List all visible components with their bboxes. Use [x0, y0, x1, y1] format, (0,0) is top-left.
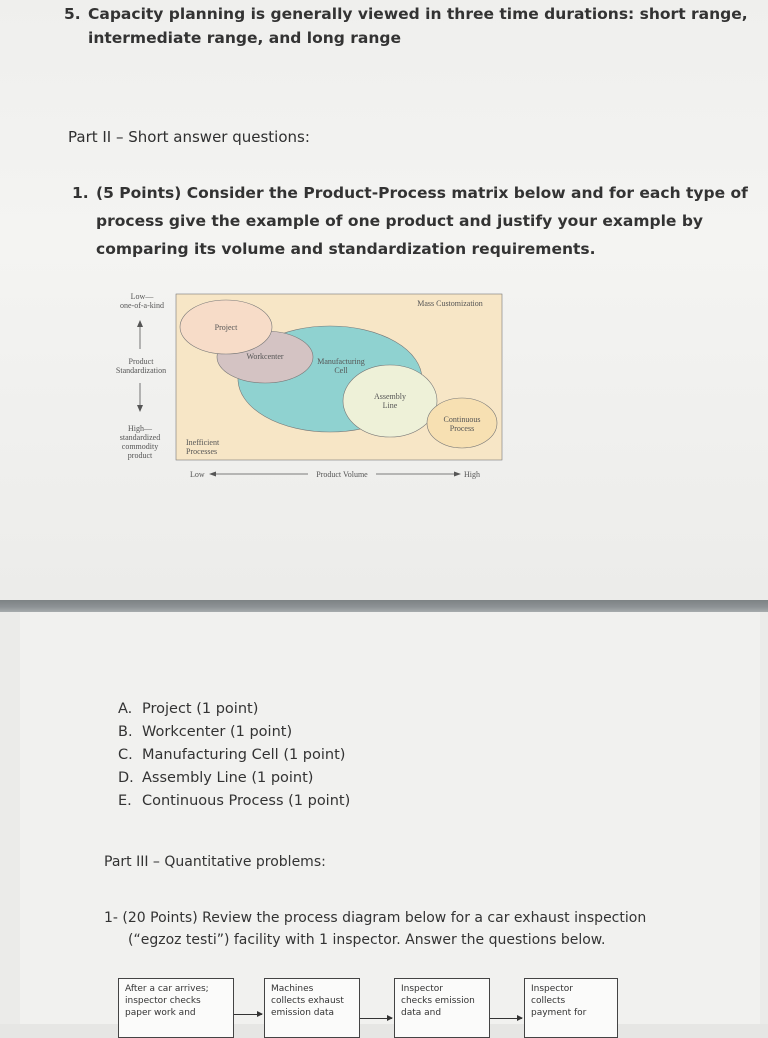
- y-label-high: High— standardized commodity product: [119, 424, 161, 460]
- question-1-line-1: (5 Points) Consider the Product-Process matrix below and for each type of: [96, 184, 748, 202]
- y-label-standardization: Product Standardization: [115, 357, 167, 375]
- option-e: E. Continuous Process (1 point): [118, 793, 351, 809]
- x-label-low: Low: [190, 470, 205, 479]
- problem-1: [104, 907, 646, 951]
- page-two: [20, 612, 760, 1024]
- option-b: B. Workcenter (1 point): [118, 724, 293, 740]
- workcenter-label: Workcenter: [246, 352, 284, 361]
- option-d: D. Assembly Line (1 point): [118, 770, 314, 786]
- x-axis-right-head: [454, 472, 461, 477]
- question-5: [64, 2, 748, 50]
- mass-customization-label: Mass Customization: [417, 299, 483, 308]
- x-axis-left-head: [209, 472, 216, 477]
- page-divider: [0, 600, 768, 612]
- product-process-matrix: [100, 285, 520, 490]
- part-3-heading: Part III – Quantitative problems:: [104, 854, 326, 870]
- problem-1-line-1: 1- (20 Points) Review the process diagram below for a car exhaust inspection: [104, 910, 647, 926]
- flow-step-3: Inspector checks emission data and: [394, 978, 490, 1038]
- question-5-number: 5.: [64, 5, 81, 23]
- y-label-low: Low— one-of-a-kind: [120, 292, 164, 310]
- option-a: A. Project (1 point): [118, 701, 259, 717]
- inefficient-processes-label: Inefficient Processes: [186, 438, 220, 456]
- flow-arrow-2: [360, 1018, 392, 1019]
- y-arrow-up-head: [137, 320, 143, 327]
- option-c: C. Manufacturing Cell (1 point): [118, 747, 346, 763]
- flow-step-2: Machines collects exhaust emission data: [264, 978, 360, 1038]
- question-1: [72, 179, 748, 263]
- flow-arrow-1: [234, 1014, 262, 1015]
- x-label-high: High: [464, 470, 480, 479]
- flow-step-4: Inspector collects payment for: [524, 978, 618, 1038]
- project-label: Project: [214, 323, 238, 332]
- flow-step-1: After a car arrives; inspector checks paper work and: [118, 978, 234, 1038]
- question-5-line-1: Capacity planning is generally viewed in three time durations: short range,: [88, 5, 748, 23]
- y-arrow-down-head: [137, 405, 143, 412]
- options-list: [118, 698, 350, 813]
- part-2-heading: Part II – Short answer questions:: [68, 128, 310, 146]
- question-1-line-2: process give the example of one product and justify your example by: [96, 212, 704, 230]
- assembly-line-label: Assembly Line: [374, 392, 406, 410]
- question-1-line-3: comparing its volume and standardization requirements.: [96, 240, 596, 258]
- manufacturing-cell-label: Manufacturing Cell: [317, 357, 365, 375]
- flow-arrow-3: [490, 1018, 522, 1019]
- question-1-number: 1.: [72, 184, 89, 202]
- continuous-process-label: Continuous Process: [443, 415, 481, 433]
- question-5-line-2: intermediate range, and long range: [88, 29, 402, 47]
- problem-1-line-2: (“egzoz testi”) facility with 1 inspector. Answer the questions below.: [128, 932, 606, 948]
- x-label-product-volume: Product Volume: [316, 470, 368, 479]
